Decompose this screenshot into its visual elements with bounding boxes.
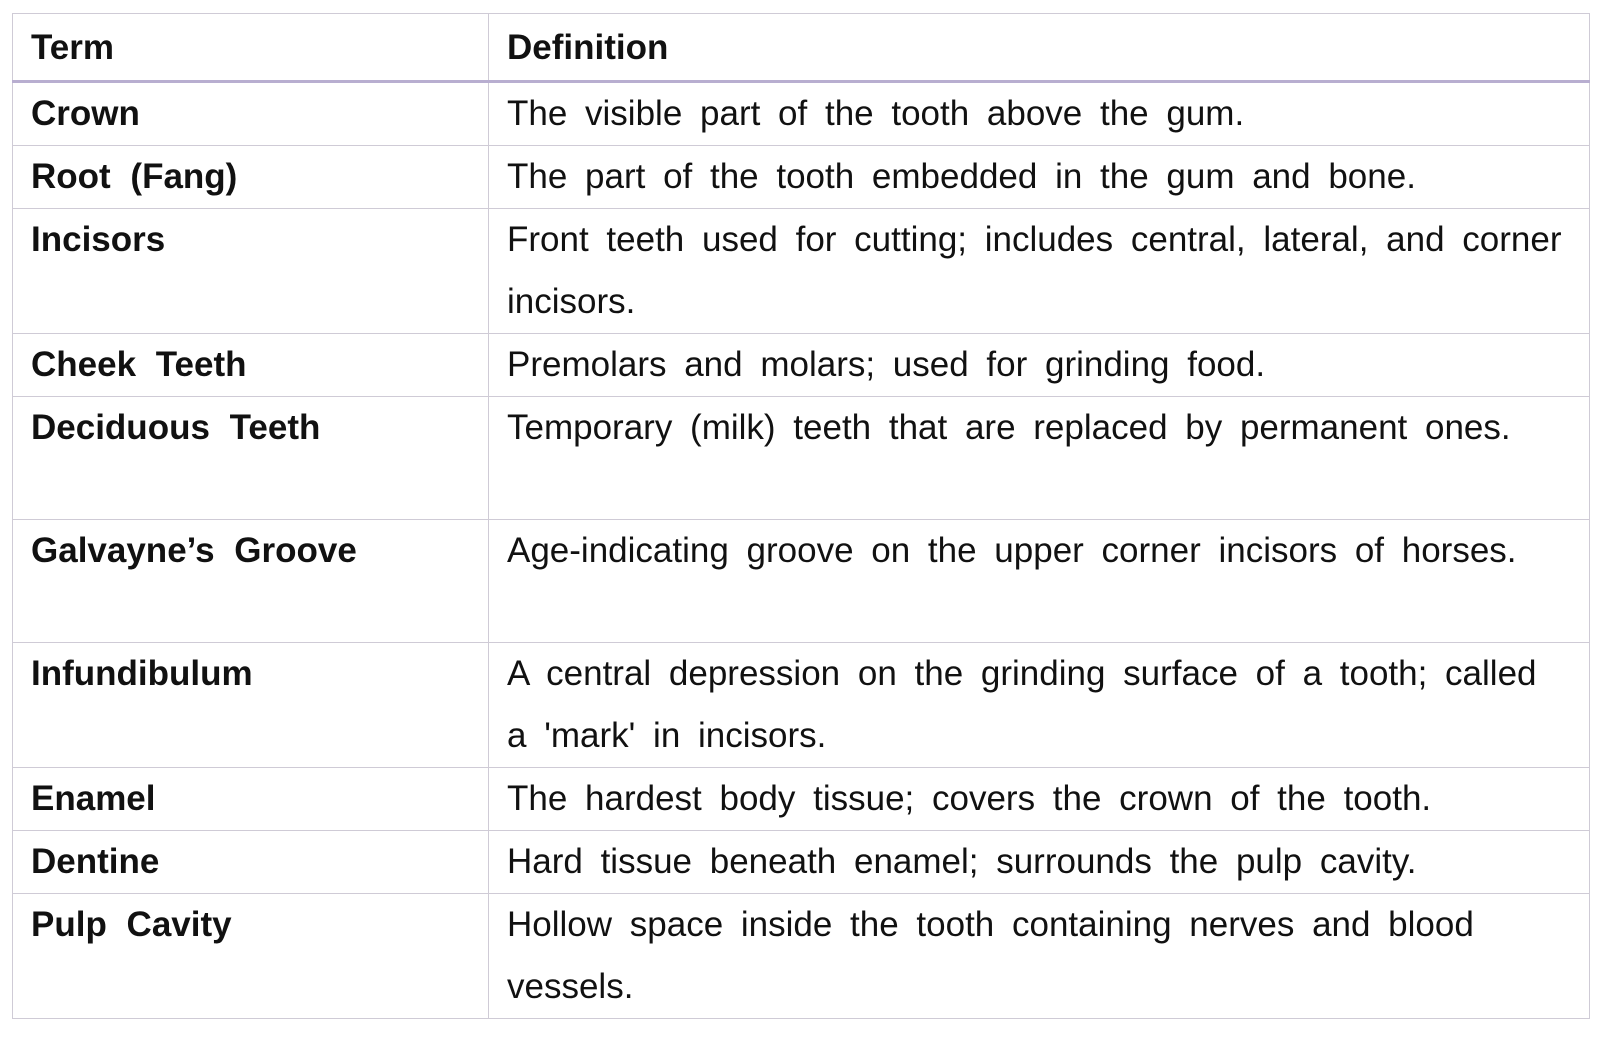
- term-cell: Dentine: [13, 831, 489, 894]
- term-cell: Enamel: [13, 768, 489, 831]
- term-cell: Galvayne’s Groove: [13, 520, 489, 643]
- table-row: [13, 334, 1590, 397]
- table-row: [13, 643, 1590, 768]
- table-row: [13, 146, 1590, 209]
- definition-cell: The hardest body tissue; covers the crown of the tooth.: [489, 768, 1590, 831]
- definition-cell: A central depression on the grinding surface of a tooth; called a 'mark' in incisors.: [489, 643, 1590, 768]
- definition-cell: Premolars and molars; used for grinding food.: [489, 334, 1590, 397]
- glossary-table-container: [12, 13, 1589, 1019]
- header-term: Term: [13, 14, 489, 82]
- term-cell: Root (Fang): [13, 146, 489, 209]
- table-row: [13, 82, 1590, 146]
- definition-cell: Hard tissue beneath enamel; surrounds the pulp cavity.: [489, 831, 1590, 894]
- table-row: [13, 768, 1590, 831]
- definition-cell: Front teeth used for cutting; includes central, lateral, and corner incisors.: [489, 209, 1590, 334]
- term-cell: Pulp Cavity: [13, 894, 489, 1019]
- table-header-row: [13, 14, 1590, 82]
- table-row: [13, 209, 1590, 334]
- definition-cell: Temporary (milk) teeth that are replaced by permanent ones.: [489, 397, 1590, 520]
- term-cell: Incisors: [13, 209, 489, 334]
- definition-cell: Age-indicating groove on the upper corner incisors of horses.: [489, 520, 1590, 643]
- table-row: [13, 831, 1590, 894]
- table-row: [13, 397, 1590, 520]
- header-definition: Definition: [489, 14, 1590, 82]
- term-cell: Infundibulum: [13, 643, 489, 768]
- definition-cell: The part of the tooth embedded in the gum and bone.: [489, 146, 1590, 209]
- glossary-table: [12, 13, 1590, 1019]
- term-cell: Cheek Teeth: [13, 334, 489, 397]
- table-row: [13, 894, 1590, 1019]
- definition-cell: Hollow space inside the tooth containing nerves and blood vessels.: [489, 894, 1590, 1019]
- definition-cell: The visible part of the tooth above the gum.: [489, 82, 1590, 146]
- table-row: [13, 520, 1590, 643]
- term-cell: Deciduous Teeth: [13, 397, 489, 520]
- term-cell: Crown: [13, 82, 489, 146]
